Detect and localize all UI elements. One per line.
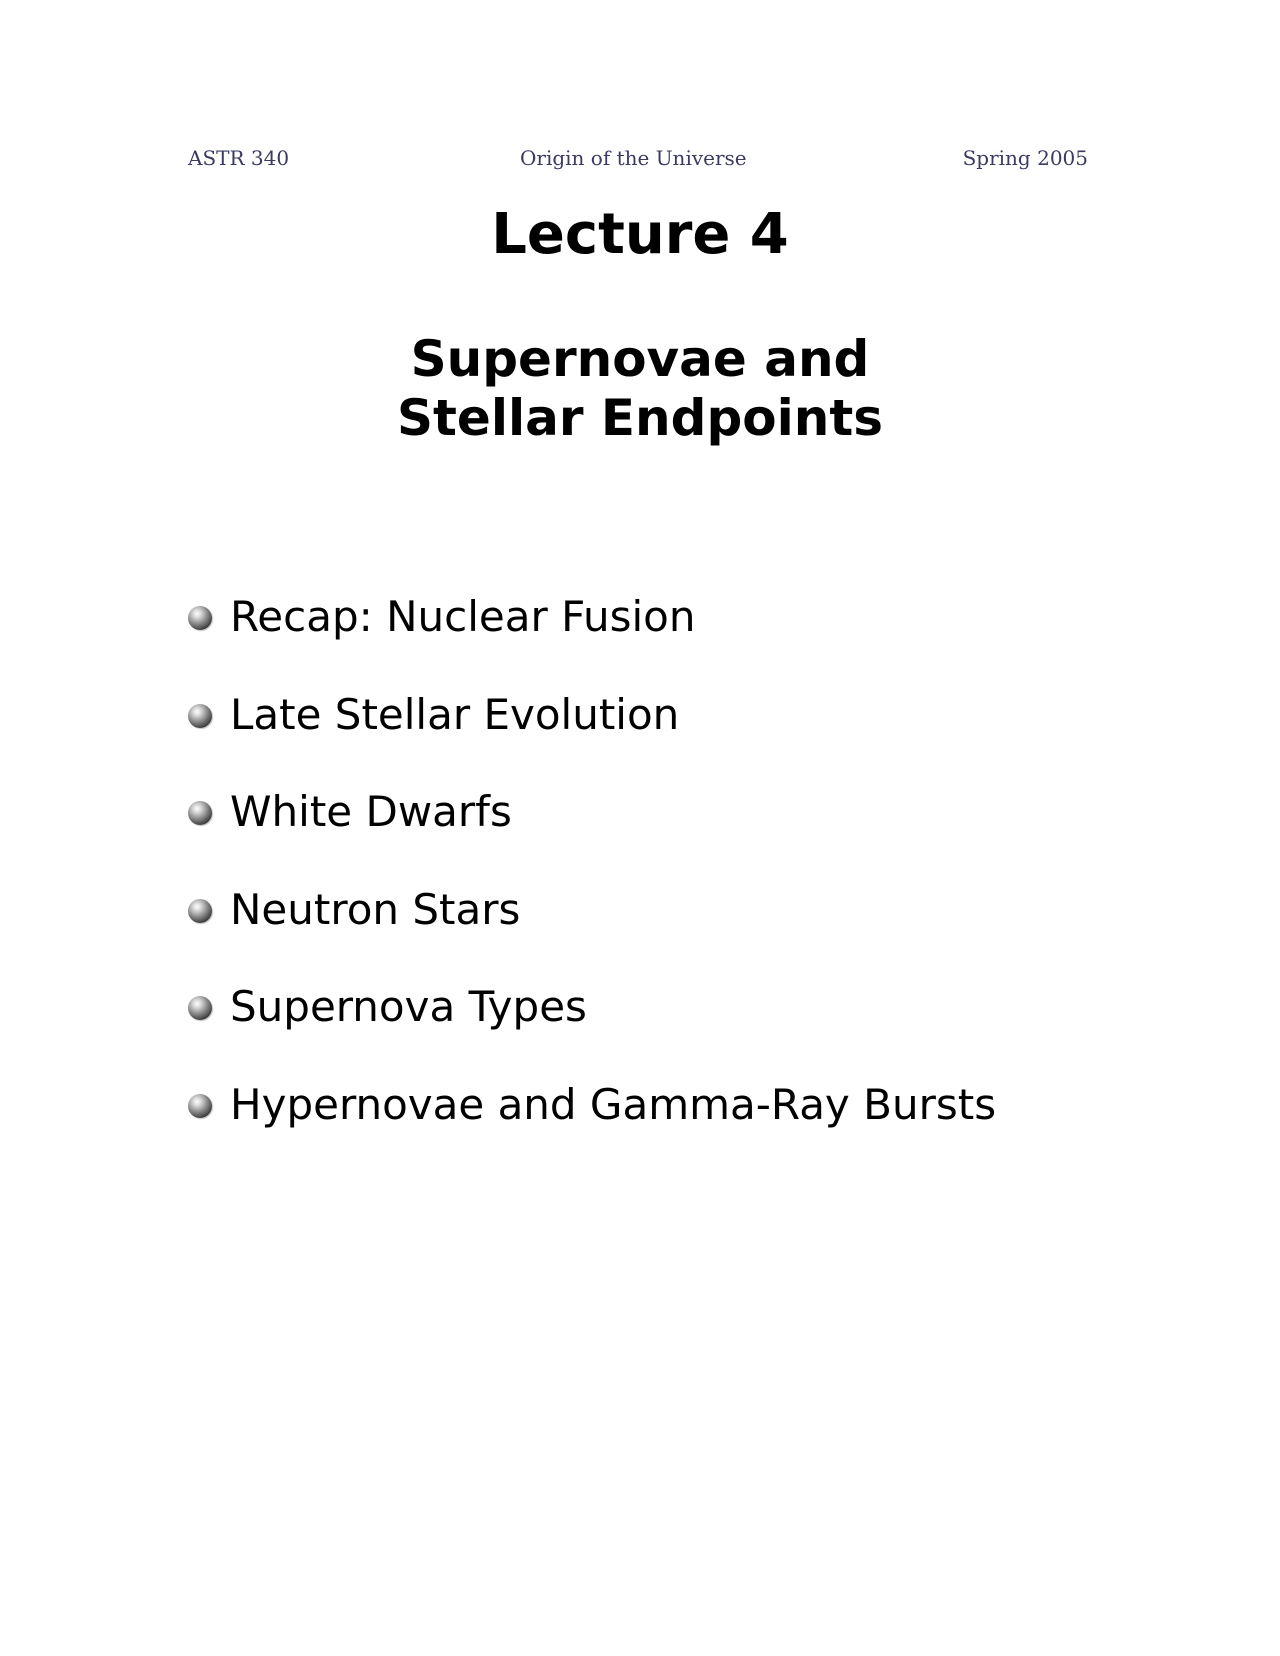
- sphere-bullet-icon: [188, 1094, 212, 1118]
- topic-label: White Dwarfs: [230, 787, 512, 836]
- list-item: [188, 1075, 1188, 1173]
- topic-label: Supernova Types: [230, 982, 587, 1031]
- sphere-bullet-icon: [188, 996, 212, 1020]
- course-title: Origin of the Universe: [520, 146, 747, 170]
- sphere-bullet-icon: [188, 801, 212, 825]
- course-code: ASTR 340: [188, 146, 290, 170]
- topic-list: [188, 587, 1188, 1172]
- list-item: [188, 782, 1188, 880]
- topic-label: Recap: Nuclear Fusion: [230, 592, 696, 641]
- list-item: [188, 880, 1188, 978]
- sphere-bullet-icon: [188, 704, 212, 728]
- topic-label: Neutron Stars: [230, 884, 521, 934]
- sphere-bullet-icon: [188, 899, 212, 923]
- term: Spring 2005: [962, 146, 1088, 170]
- lecture-title-line-2: Stellar Endpoints: [397, 389, 883, 447]
- lecture-title-line-1: Supernovae and: [410, 330, 870, 388]
- list-item: [188, 977, 1188, 1075]
- running-header: [188, 146, 1088, 176]
- sphere-bullet-icon: [188, 606, 212, 630]
- list-item: [188, 685, 1188, 783]
- topic-label: Late Stellar Evolution: [230, 689, 680, 739]
- topic-label: Hypernovae and Gamma-Ray Bursts: [230, 1079, 997, 1129]
- lecture-number: Lecture 4: [491, 202, 789, 267]
- lecture-title: [0, 330, 1280, 448]
- list-item: [188, 587, 1188, 685]
